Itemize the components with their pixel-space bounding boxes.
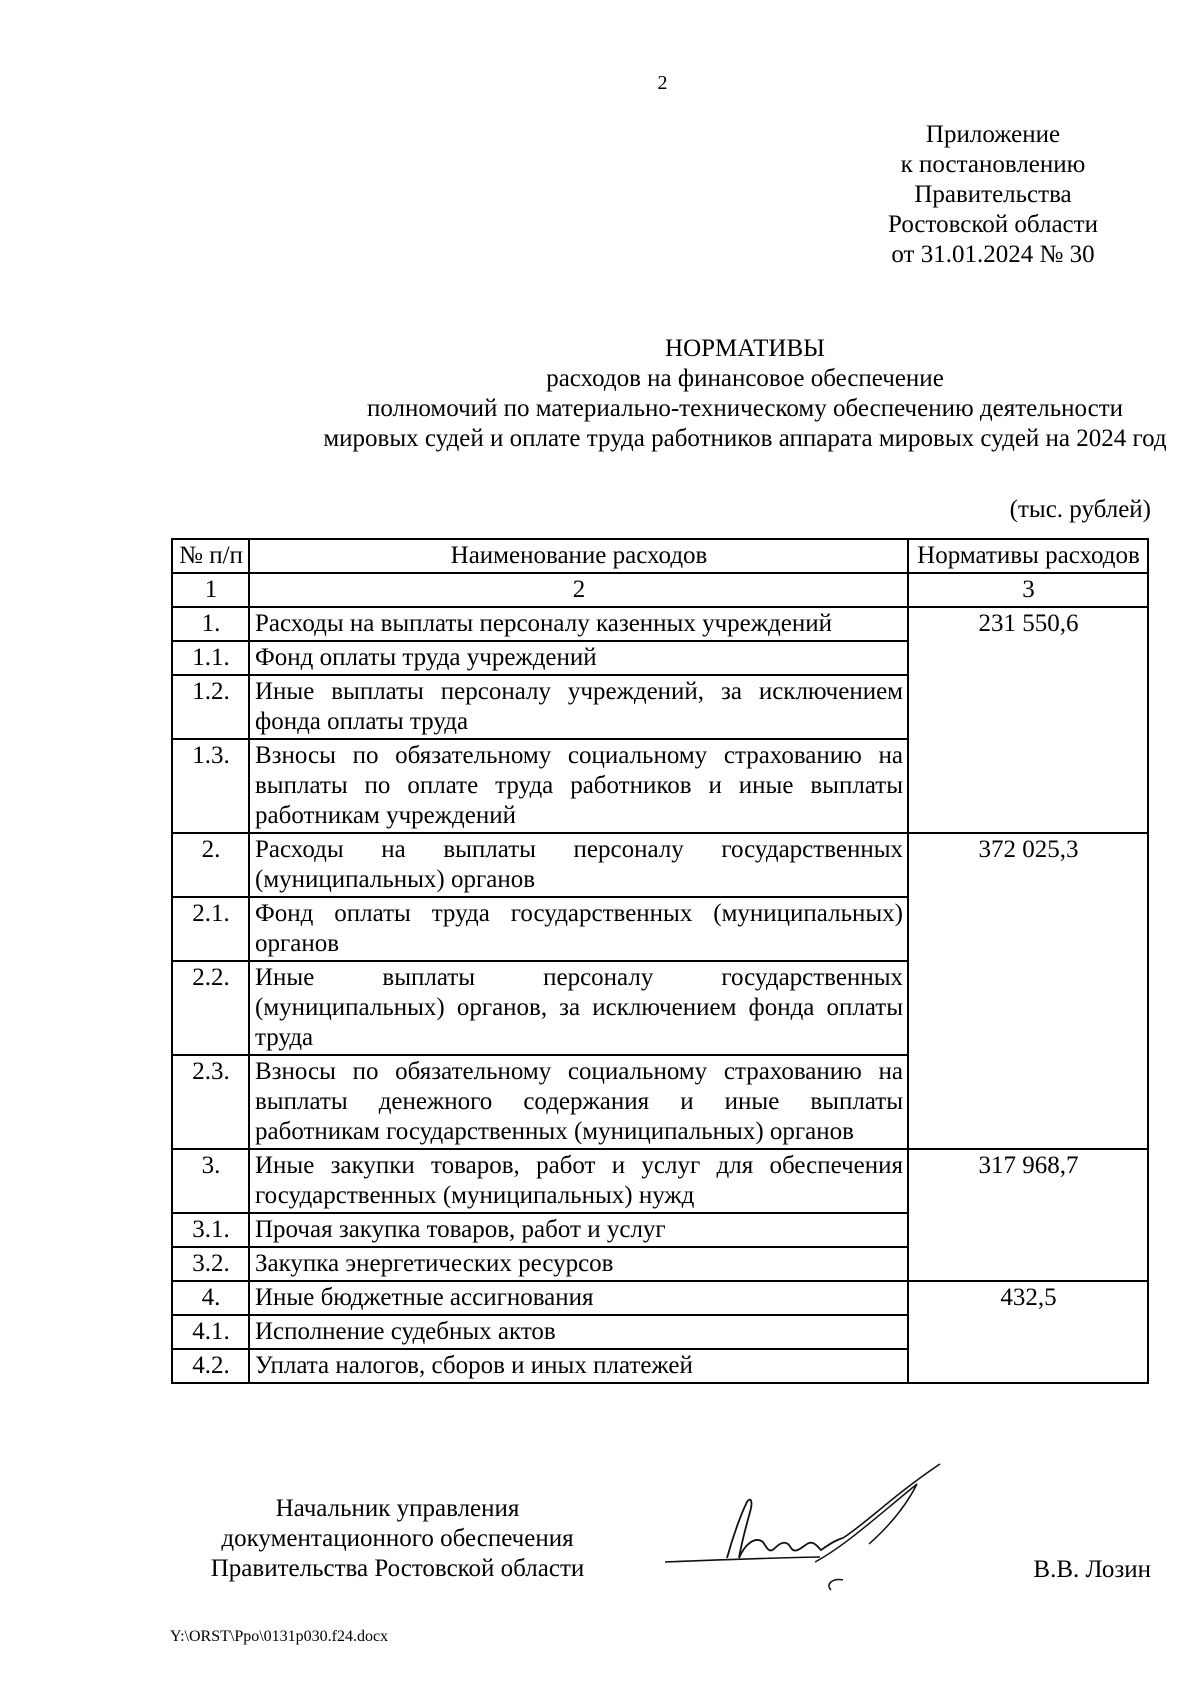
norm-value: 231 550,6 [908,607,1148,833]
position-line: Правительства Ростовской области [210,1555,585,1582]
document-title [170,334,1200,454]
table-row [172,1281,1148,1315]
expense-name: Прочая закупка товаров, работ и услуг [249,1213,908,1247]
expense-name: Расходы на выплаты персоналу казенных учреждений [249,607,908,641]
row-number: 3. [172,1149,249,1213]
header-value: Нормативы расходов [908,539,1148,573]
expense-name: Взносы по обязательному социальному страхованию на выплаты денежного содержания и иные выплаты работникам государственных (муниципальных) органов [249,1055,908,1149]
expense-name: Иные выплаты персоналу учреждений, за исключением фонда оплаты труда [249,675,908,739]
expense-name: Закупка энергетических ресурсов [249,1247,908,1281]
expense-name: Фонд оплаты труда учреждений [249,641,908,675]
signatory-position [170,1494,625,1584]
row-number: 1.2. [172,675,249,739]
norms-table [171,538,1149,1384]
title-heading: НОРМАТИВЫ [665,335,825,362]
page-number: 2 [657,72,668,94]
column-number: 3 [908,573,1148,607]
expense-name: Взносы по обязательному социальному страхованию на выплаты по оплате труда работников и иные выплаты работникам учреждений [249,739,908,833]
row-number: 2. [172,833,249,897]
signer-name: В.В. Лозин [1033,1556,1151,1583]
expense-name: Иные закупки товаров, работ и услуг для обеспечения государственных (муниципальных) нужд [249,1149,908,1213]
expense-name: Исполнение судебных актов [249,1315,908,1349]
row-number: 4. [172,1281,249,1315]
appendix-line: Ростовской области [888,211,1098,238]
file-path: Y:\ORST\Ppo\0131p030.f24.docx [170,1628,389,1645]
expense-name: Иные бюджетные ассигнования [249,1281,908,1315]
expense-name: Расходы на выплаты персоналу государственных (муниципальных) органов [249,833,908,897]
row-number: 3.1. [172,1213,249,1247]
appendix-line: Правительства [914,181,1072,208]
expense-name: Фонд оплаты труда государственных (муниципальных) органов [249,897,908,961]
appendix-line: Приложение [925,121,1061,148]
expense-name: Иные выплаты персоналу государственных (муниципальных) органов, за исключением фонда оплаты труда [249,961,908,1055]
table-row [172,607,1148,641]
header-num: № п/п [172,539,249,573]
row-number: 2.1. [172,897,249,961]
row-number: 4.2. [172,1349,249,1383]
table-row [172,833,1148,897]
row-number: 2.3. [172,1055,249,1149]
row-number: 2.2. [172,961,249,1055]
title-line: мировых судей и оплате труда работников аппарата мировых судей на 2024 год [323,425,1167,452]
table-row [172,1149,1148,1213]
norm-value: 432,5 [908,1281,1148,1383]
row-number: 3.2. [172,1247,249,1281]
norm-value: 372 025,3 [908,833,1148,1149]
expense-name: Уплата налогов, сборов и иных платежей [249,1349,908,1383]
units-label: (тыс. рублей) [1009,496,1151,523]
norms-table-body [172,607,1148,1383]
position-line: документационного обеспечения [221,1525,574,1552]
row-number: 4.1. [172,1315,249,1349]
title-line: расходов на финансовое обеспечение [546,365,944,392]
row-number: 1.3. [172,739,249,833]
title-line: полномочий по материально-техническому обеспечению деятельности [366,395,1124,422]
column-number: 1 [172,573,249,607]
appendix-line: к постановлению [900,151,1086,178]
column-number: 2 [249,573,908,607]
norm-value: 317 968,7 [908,1149,1148,1281]
appendix-block [808,120,1178,270]
handwritten-signature [655,1458,985,1598]
header-name: Наименование расходов [249,539,908,573]
row-number: 1. [172,607,249,641]
appendix-line: от 31.01.2024 № 30 [891,241,1095,268]
position-line: Начальник управления [275,1495,520,1522]
row-number: 1.1. [172,641,249,675]
